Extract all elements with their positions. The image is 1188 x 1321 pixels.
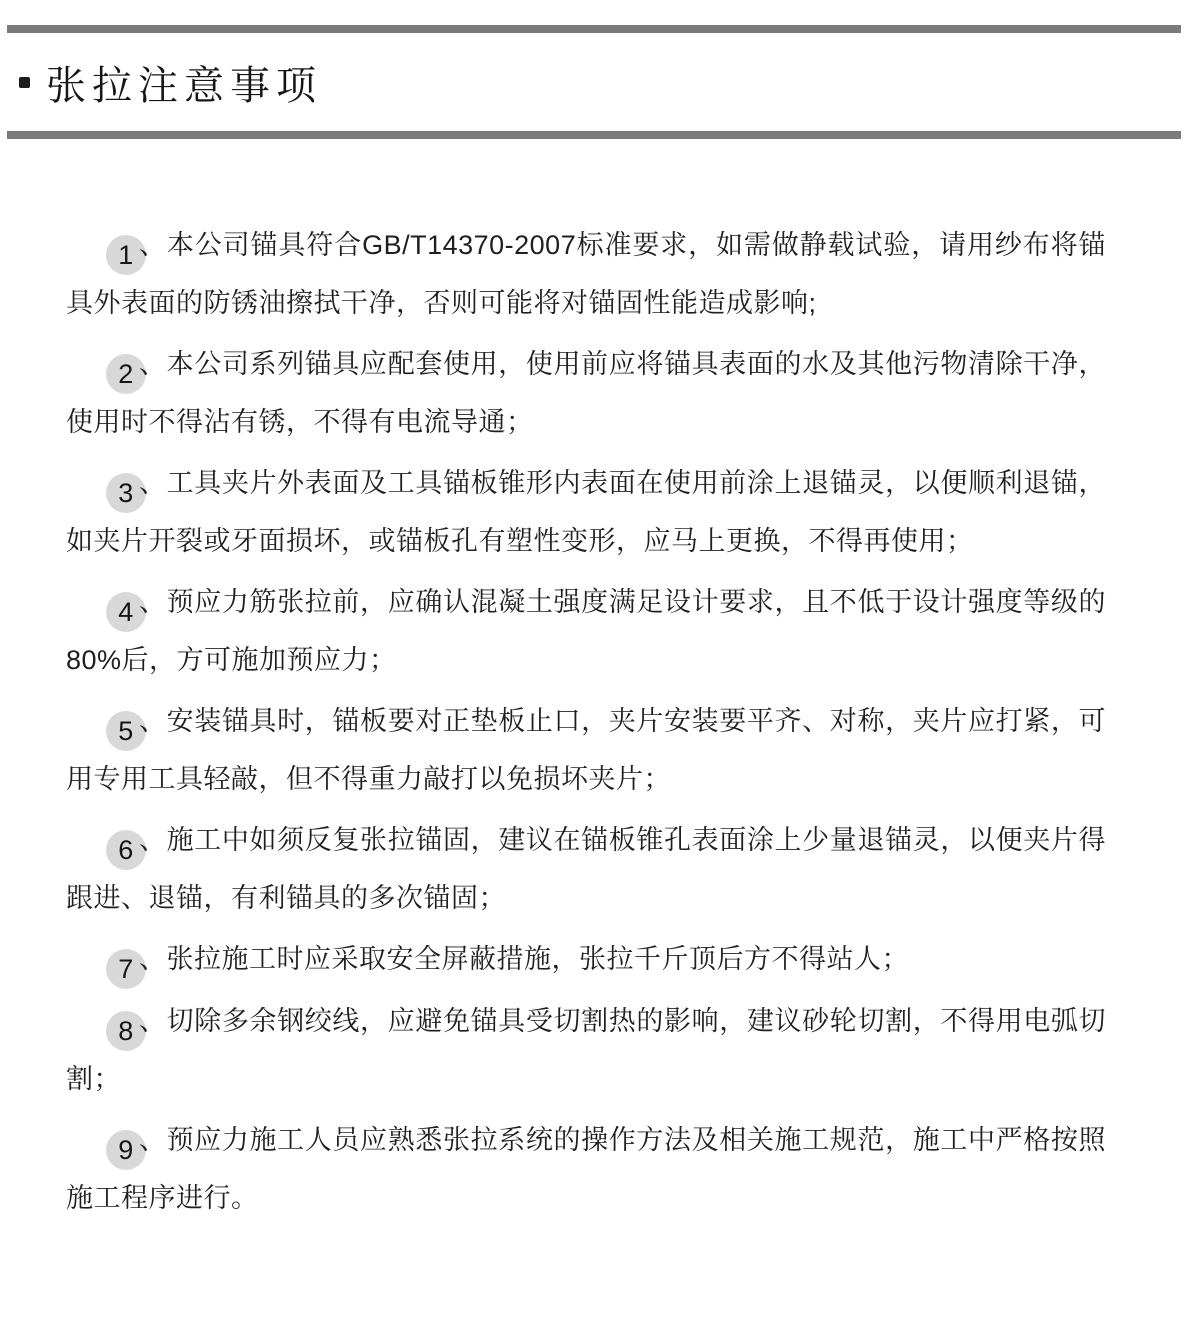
item-number: 3	[118, 478, 134, 508]
item-number: 1	[118, 240, 134, 270]
item-number: 8	[118, 1016, 134, 1046]
item-text: 预应力筋张拉前，应确认混凝土强度满足设计要求，且不低于设计强度等级的80%后，方可施加预应力；	[66, 587, 1106, 675]
item-text: 工具夹片外表面及工具锚板锥形内表面在使用前涂上退锚灵，以便顺利退锚，如夹片开裂或牙面损坏，或锚板孔有塑性变形，应马上更换，不得再使用；	[66, 468, 1106, 556]
item-text: 本公司系列锚具应配套使用，使用前应将锚具表面的水及其他污物清除干净，使用时不得沾有锈，不得有电流导通；	[66, 349, 1106, 437]
header-bottom-rule	[7, 131, 1181, 139]
item-enumerator: 、	[139, 1006, 167, 1036]
item-number: 6	[118, 835, 134, 865]
note-item	[66, 1112, 1106, 1227]
item-enumerator: 、	[139, 706, 167, 736]
note-item	[66, 574, 1106, 689]
header-top-rule	[7, 25, 1181, 33]
page-header	[0, 33, 1188, 131]
item-number: 2	[118, 359, 134, 389]
item-number: 9	[118, 1135, 134, 1165]
note-item	[66, 693, 1106, 808]
item-text: 切除多余钢绞线，应避免锚具受切割热的影响，建议砂轮切割，不得用电弧切割；	[66, 1006, 1106, 1094]
item-enumerator: 、	[139, 230, 167, 260]
item-text: 本公司锚具符合GB/T14370-2007标准要求，如需做静载试验，请用纱布将锚具外表面的防锈油擦拭干净，否则可能将对锚固性能造成影响;	[66, 230, 1106, 318]
note-item	[66, 812, 1106, 927]
notes-list	[0, 139, 1188, 1227]
item-enumerator: 、	[139, 1125, 167, 1155]
item-enumerator: 、	[139, 468, 167, 498]
item-enumerator: 、	[139, 825, 167, 855]
item-text: 施工中如须反复张拉锚固，建议在锚板锥孔表面涂上少量退锚灵，以便夹片得跟进、退锚，有利锚具的多次锚固；	[66, 825, 1106, 913]
item-enumerator: 、	[139, 944, 167, 974]
item-number: 4	[118, 597, 134, 627]
note-item	[66, 931, 1106, 989]
item-text: 安装锚具时，锚板要对正垫板止口，夹片安装要平齐、对称，夹片应打紧，可用专用工具轻敲，但不得重力敲打以免损坏夹片；	[66, 706, 1106, 794]
note-item	[66, 455, 1106, 570]
item-text: 预应力施工人员应熟悉张拉系统的操作方法及相关施工规范，施工中严格按照施工程序进行。	[66, 1125, 1106, 1213]
item-enumerator: 、	[139, 587, 167, 617]
note-item	[66, 217, 1106, 332]
item-number: 7	[118, 954, 134, 984]
item-enumerator: 、	[139, 349, 167, 379]
title-bullet-icon	[19, 77, 30, 88]
note-item	[66, 336, 1106, 451]
item-number: 5	[118, 716, 134, 746]
item-text: 张拉施工时应采取安全屏蔽措施，张拉千斤顶后方不得站人；	[166, 944, 909, 974]
document-page	[0, 25, 1188, 1227]
note-item	[66, 993, 1106, 1108]
page-title: 张拉注意事项	[46, 63, 322, 108]
